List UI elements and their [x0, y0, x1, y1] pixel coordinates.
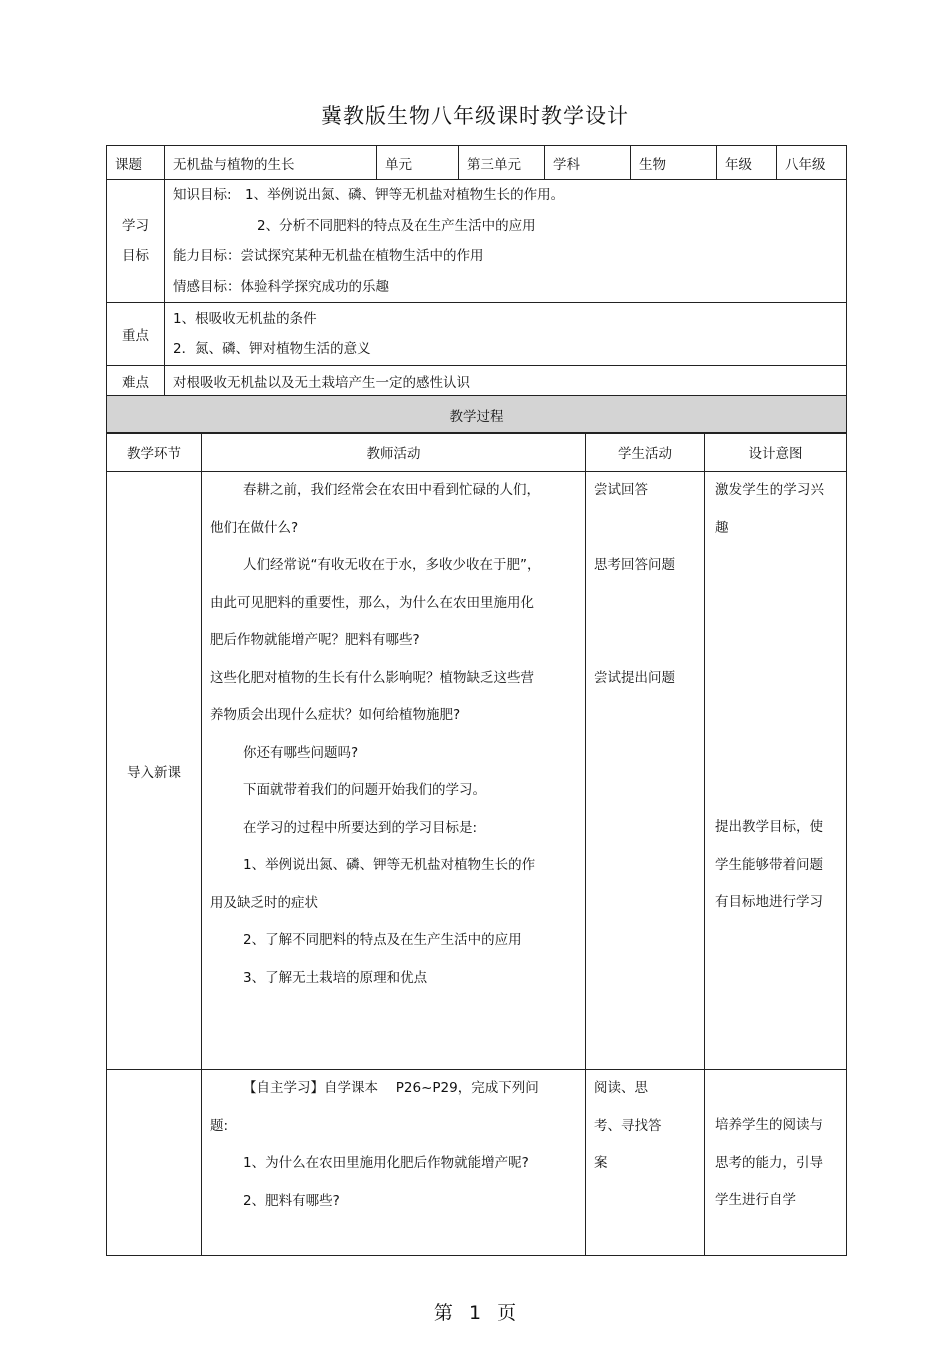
teacher-para: 这些化肥对植物的生长有什么影响呢？植物缺乏这些营养物质会出现什么症状？如何给植物施肥?	[210, 669, 534, 723]
teacher-para: 你还有哪些问题吗?	[243, 744, 359, 761]
student-line: 尝试提出问题	[594, 669, 675, 686]
student-line: 阅读、思考、寻找答案	[594, 1080, 662, 1171]
subject-value: 生物	[631, 146, 717, 180]
grade-value: 八年级	[777, 146, 847, 180]
page-title: 冀教版生物八年级课时教学设计	[321, 104, 629, 128]
lesson-info-table	[106, 145, 847, 434]
topic-value: 无机盐与植物的生长	[165, 146, 377, 180]
key-point-1: 1、根吸收无机盐的条件	[173, 310, 317, 327]
difficulty-text: 对根吸收无机盐以及无土栽培产生一定的感性认识	[165, 366, 847, 396]
col-design-header: 设计意图	[705, 433, 847, 472]
goals-label	[107, 180, 165, 303]
student-line: 尝试回答	[594, 482, 648, 498]
stage-self-study	[107, 1070, 202, 1256]
goal-emotion: 情感目标：体验科学探究成功的乐趣	[173, 278, 389, 295]
key-points-label: 重点	[107, 303, 165, 366]
goals-content	[165, 180, 847, 303]
teacher-para: 【自主学习】自学课本 P26~P29，完成下列问题:	[210, 1080, 539, 1134]
difficulty-label: 难点	[107, 366, 165, 396]
student-activity-intro	[586, 472, 705, 1070]
col-teacher-header: 教师活动	[202, 433, 586, 472]
unit-value: 第三单元	[459, 146, 545, 180]
design-intent-intro	[705, 472, 847, 1070]
goals-label-line1: 学习	[122, 218, 149, 234]
teacher-para: 下面就带着我们的问题开始我们的学习。	[243, 782, 486, 798]
design-line: 提出教学目标，使学生能够带着问题有目标地进行学习	[715, 819, 823, 910]
unit-label: 单元	[377, 146, 459, 180]
teacher-para: 3、了解无土栽培的原理和优点	[243, 969, 428, 986]
goal-knowledge-2: 2、分析不同肥料的特点及在生产生活中的应用	[257, 217, 536, 234]
student-line	[594, 510, 704, 548]
design-intent-self-study	[705, 1070, 847, 1256]
teacher-para: 2、肥料有哪些?	[243, 1192, 340, 1209]
stage-intro: 导入新课	[107, 472, 202, 1070]
subject-label: 学科	[545, 146, 631, 180]
student-activity-self-study	[586, 1070, 705, 1256]
design-line: 激发学生的学习兴趣	[715, 482, 824, 536]
grade-label: 年级	[717, 146, 777, 180]
process-header: 教学过程	[107, 396, 847, 434]
teacher-activity-intro	[202, 472, 586, 1070]
student-line: 思考回答问题	[594, 557, 675, 573]
page-footer: 第 1 页	[433, 1302, 517, 1324]
design-line: 培养学生的阅读与思考的能力，引导学生进行自学	[715, 1117, 823, 1208]
col-stage-header: 教学环节	[107, 433, 202, 472]
teacher-para: 2、了解不同肥料的特点及在生产生活中的应用	[243, 932, 522, 948]
col-student-header: 学生活动	[586, 433, 705, 472]
goals-label-line2: 目标	[122, 248, 149, 264]
teacher-para: 1、举例说出氮、磷、钾等无机盐对植物生长的作用及缺乏时的症状	[210, 857, 536, 911]
key-point-2: 2．氮、磷、钾对植物生活的意义	[173, 341, 371, 357]
goal-knowledge-1: 知识目标: 1、举例说出氮、磷、钾等无机盐对植物生长的作用。	[173, 187, 565, 203]
key-points-content	[165, 303, 847, 366]
teacher-para: 春耕之前，我们经常会在农田中看到忙碌的人们，他们在做什么?	[210, 482, 540, 536]
process-table	[106, 432, 847, 1256]
teacher-activity-self-study	[202, 1070, 586, 1256]
teacher-para: 1、为什么在农田里施用化肥后作物就能增产呢?	[243, 1155, 529, 1171]
goal-ability: 能力目标：尝试探究某种无机盐在植物生活中的作用	[173, 248, 484, 264]
topic-label: 课题	[107, 146, 165, 180]
teacher-para: 在学习的过程中所要达到的学习目标是:	[243, 819, 478, 836]
teacher-para: 人们经常说“有收无收在于水，多收少收在于肥”，由此可见肥料的重要性，那么，为什么在农田里施用化肥后作物就能增产呢？肥料有哪些?	[210, 557, 541, 648]
